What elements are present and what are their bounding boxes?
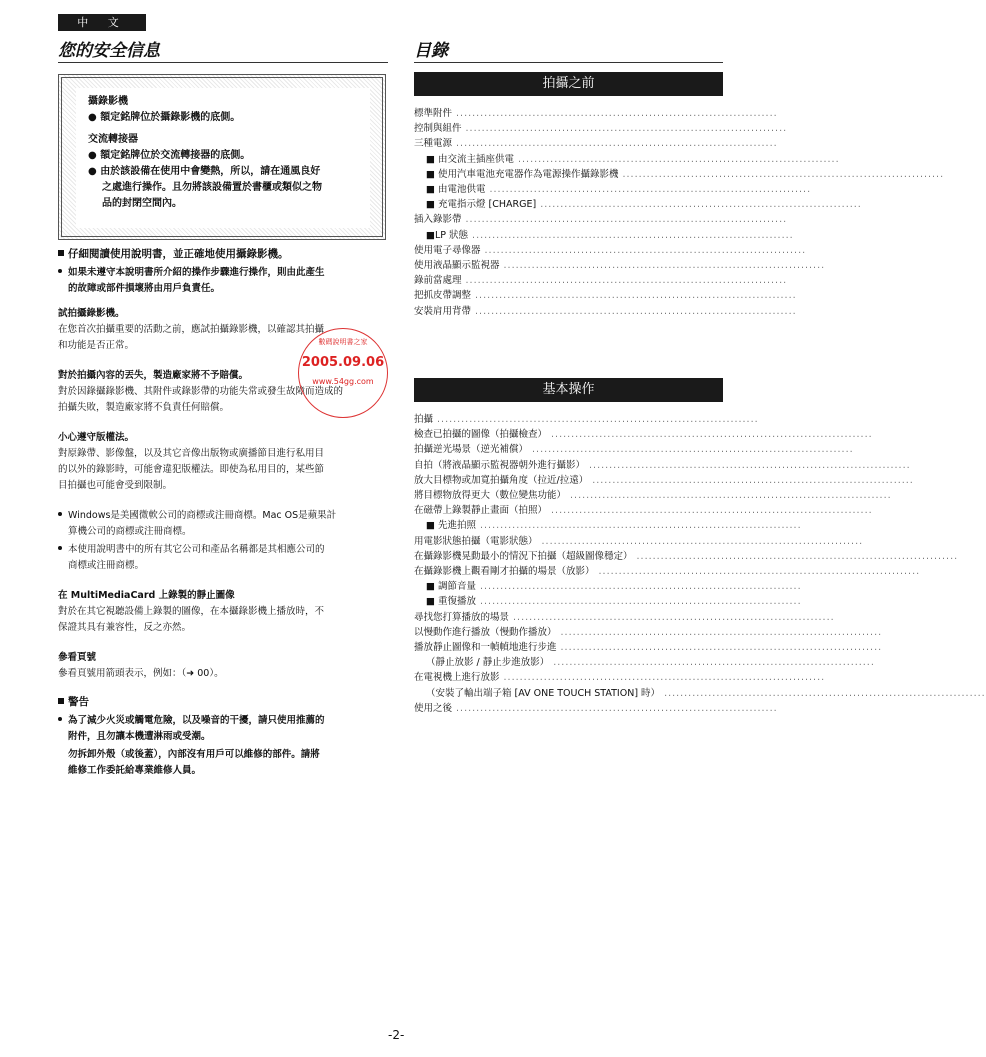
trademark-text-1a: Windows是美國微軟公司的商標或注冊商標。Mac OS是蘋果計	[68, 510, 337, 521]
trial-heading: 試拍攝錄影機。	[58, 308, 125, 319]
square-bullet-icon	[58, 250, 64, 256]
toc-entry-label: 拍攝逆光場景（逆光補償）	[414, 444, 529, 456]
toc-entry-label: 使用電子尋像器	[414, 244, 481, 256]
trademark-line-1a	[58, 508, 336, 524]
toc-entry[interactable]	[414, 579, 802, 595]
toc-entry[interactable]	[414, 488, 892, 504]
copyright-line-3: 目拍攝也可能會受到限制。	[58, 480, 173, 491]
toc-leader-dots: ................................................................................	[471, 290, 797, 302]
toc-entry[interactable]	[414, 518, 802, 534]
archive-stamp	[298, 328, 388, 418]
stamp-date: 2005.09.06	[301, 355, 385, 370]
toc-entry-label: ■ 使用汽車電池充電器作為電源操作攝錄影機	[426, 168, 619, 180]
loss-heading: 對於拍攝內容的丟失，製造廠家將不予賠償。	[58, 370, 249, 381]
toc-leader-dots: ................................................................................	[480, 244, 807, 256]
toc-entry-label: 使用液晶顯示監視器	[414, 260, 500, 271]
toc-entry-label: ■ 重復播放	[426, 596, 476, 608]
toc-entry-label: 把抓皮帶調整	[414, 290, 472, 302]
mmc-line-1: 對於在其它視聽設備上錄製的圖像，在本攝錄影機上播放時，不	[58, 606, 325, 617]
toc-entry[interactable]	[414, 655, 875, 671]
page-title-safety: 您的安全信息	[58, 41, 160, 61]
trial-line-1: 在您首次拍攝重要的活動之前，應試拍攝錄影機，以確認其拍攝	[58, 324, 325, 335]
toc-entry-label: ■ 調節音量	[426, 581, 476, 593]
toc-entry[interactable]	[414, 243, 807, 259]
toc-leader-dots: ................................................................................	[452, 138, 778, 150]
toc-entry-label: 播放靜止圖像和一幀幀地進行步進	[414, 642, 557, 653]
toc-entry-label: ■ 由電池供電	[426, 184, 486, 195]
page-title-contents: 目錄	[414, 41, 448, 61]
toc-leader-dots: ................................................................................	[452, 702, 778, 714]
mmc-line-2: 保證其具有兼容性，反之亦然。	[58, 622, 192, 633]
toc-entry[interactable]	[414, 152, 840, 168]
trial-line-2: 和功能是否正常。	[58, 340, 135, 351]
warning-heading	[58, 694, 89, 710]
caution-box-content	[76, 88, 370, 228]
toc-entry[interactable]	[414, 212, 788, 228]
toc-leader-dots: ................................................................................	[461, 275, 788, 287]
toc-entry-label: 插入錄影帶	[414, 214, 462, 226]
trademark-text-2a: 本使用說明書中的所有其它公司和產品名稱都是其相應公司的	[68, 544, 325, 555]
dot-bullet-icon	[58, 512, 62, 516]
section-bar-before-recording: 拍攝之前	[414, 72, 723, 96]
toc-leader-dots: ................................................................................	[547, 505, 873, 517]
toc-leader-dots: ................................................................................	[471, 305, 797, 317]
toc-entry-label: 自拍（將液晶顯示監視器朝外進行攝影）	[414, 459, 586, 471]
toc-leader-dots: ................................................................................	[476, 596, 802, 608]
toc-entry[interactable]	[414, 273, 788, 289]
toc-leader-dots: ................................................................................	[499, 260, 826, 271]
toc-leader-dots: ................................................................................	[461, 214, 788, 226]
stamp-site: www.54gg.com	[312, 377, 374, 386]
copyright-heading: 小心遵守版權法。	[58, 432, 135, 443]
toc-leader-dots: ................................................................................	[485, 184, 812, 195]
toc-entry[interactable]	[414, 458, 911, 474]
toc-leader-dots: ................................................................................	[461, 123, 788, 135]
language-tab: 中 文	[58, 14, 146, 31]
toc-leader-dots: ................................................................................	[547, 429, 873, 441]
toc-entry[interactable]	[414, 412, 759, 428]
toc-entry-label: 以慢動作進行播放（慢動作播放）	[414, 626, 557, 638]
toc-entry-label: 尋找您打算播放的場景	[414, 611, 510, 623]
toc-entry-label: 檢查已拍攝的圖像（拍攝檢查）	[414, 429, 548, 441]
toc-leader-dots: ................................................................................	[433, 414, 759, 425]
warning-line-4: 維修工作委託給專業維修人員。	[68, 765, 202, 776]
toc-entry[interactable]	[414, 136, 778, 152]
toc-leader-dots: ................................................................................	[452, 108, 778, 119]
toc-leader-dots: ................................................................................	[588, 474, 914, 486]
caution-adapter-label: 交流轉接器	[88, 134, 138, 145]
toc-entry-label: ■LP 狀態	[426, 229, 469, 241]
toc-leader-dots: ................................................................................	[594, 566, 921, 577]
toc-entry[interactable]	[414, 258, 826, 274]
toc-entry[interactable]	[414, 610, 835, 626]
warning-text-1: 為了減少火災或觸電危險，以及噪音的干擾，請只使用推薦的	[68, 715, 325, 726]
toc-entry[interactable]	[414, 427, 873, 443]
toc-leader-dots: ................................................................................	[632, 550, 959, 562]
toc-leader-dots: ................................................................................	[537, 535, 864, 547]
toc-entry[interactable]	[414, 442, 854, 458]
toc-entry[interactable]	[414, 288, 797, 304]
section-bar-basic-operations: 基本操作	[414, 378, 723, 402]
toc-entry[interactable]	[414, 182, 812, 198]
copyright-line-2: 的以外的錄影時，可能會違犯版權法。即使為私用目的，某些節	[58, 464, 325, 475]
toc-entry-label: 安裝肩用背帶	[414, 305, 472, 317]
square-bullet-icon	[58, 698, 64, 704]
toc-leader-dots: ................................................................................	[556, 626, 883, 638]
caution-box	[58, 74, 386, 240]
loss-line-1: 對於因錄攝錄影機、其附件或錄影帶的功能失常或發生故障而造成的	[58, 386, 344, 397]
toc-leader-dots: ................................................................................	[476, 520, 802, 532]
toc-entry[interactable]	[414, 167, 945, 183]
toc-leader-dots: ................................................................................	[618, 168, 945, 180]
toc-entry[interactable]	[414, 228, 794, 244]
stamp-label: 數碼說明書之家	[318, 338, 368, 346]
toc-entry-label: 控制與組件	[414, 123, 462, 135]
toc-leader-dots: ................................................................................	[660, 687, 986, 699]
toc-entry[interactable]	[414, 121, 788, 137]
toc-leader-dots: ................................................................................	[549, 657, 875, 669]
caution-adapter-note: ● 額定銘牌位於交流轉接器的底側。	[88, 150, 251, 161]
dot-bullet-icon	[58, 269, 62, 273]
toc-leader-dots: ................................................................................	[566, 490, 892, 501]
toc-entry-label: ■ 由交流主插座供電	[426, 153, 514, 165]
toc-leader-dots: ................................................................................	[509, 611, 835, 623]
toc-leader-dots: ................................................................................	[499, 672, 826, 684]
toc-entry-label: （安裝了輸出端子箱 [AV ONE TOUCH STATION] 時）	[426, 687, 661, 699]
caution-camcorder-note: ● 額定銘牌位於攝錄影機的底側。	[88, 112, 241, 123]
dot-bullet-icon	[58, 717, 62, 721]
title-divider	[58, 62, 388, 63]
caution-heat-note-1: ● 由於該設備在使用中會變熱，所以，請在通風良好	[88, 166, 321, 177]
trademark-line-1b: 算機公司的商標或注冊商標。	[68, 526, 192, 537]
contents-divider	[414, 62, 723, 63]
toc-entry-label: 在電視機上進行放影	[414, 672, 500, 684]
toc-entry[interactable]	[414, 686, 986, 702]
toc-entry-label: 放大目標物或加寬拍攝角度（拉近/拉遠）	[414, 474, 589, 486]
caution-camcorder-label: 攝錄影機	[88, 96, 128, 107]
dot-bullet-icon	[58, 546, 62, 550]
toc-leader-dots: ................................................................................	[528, 444, 854, 456]
toc-entry[interactable]	[414, 640, 883, 656]
trademark-line-2a	[58, 542, 325, 558]
toc-leader-dots: ................................................................................	[556, 642, 883, 653]
toc-entry-label: 在磁帶上錄製靜止畫面（拍照）	[414, 505, 548, 517]
read-manual-line-1	[58, 265, 325, 281]
toc-entry-label: 標準附件	[414, 108, 453, 119]
toc-leader-dots: ................................................................................	[514, 153, 840, 165]
toc-leader-dots: ................................................................................	[585, 459, 911, 471]
toc-entry[interactable]	[414, 564, 921, 580]
warning-line-3: 勿拆卸外殼（或後蓋），內部沒有用戶可以維修的部件。請將	[68, 749, 320, 760]
read-manual-heading	[58, 246, 289, 262]
toc-entry[interactable]	[414, 304, 797, 320]
caution-heat-note-2: 之處進行操作。且勿將該設備置於書櫃或類似之物	[102, 182, 322, 193]
toc-entry-label: 三種電源	[414, 138, 453, 150]
toc-entry[interactable]	[414, 473, 914, 489]
toc-entry[interactable]	[414, 701, 778, 717]
toc-entry-label: ■ 充電指示燈 [CHARGE]	[426, 199, 537, 211]
toc-entry[interactable]	[414, 549, 959, 565]
toc-entry-label: 拍攝	[414, 414, 434, 425]
toc-entry-label: 將目標物放得更大（數位變焦功能）	[414, 490, 567, 501]
toc-entry[interactable]	[414, 594, 802, 610]
toc-entry-label: 用電影狀態拍攝（電影狀態）	[414, 535, 538, 547]
toc-leader-dots: ................................................................................	[536, 199, 862, 211]
caution-heat-note-3: 品的封閉空間內。	[102, 198, 182, 209]
toc-entry-label: 在攝錄影機上觀看剛才拍攝的場景（放影）	[414, 566, 595, 577]
toc-entry[interactable]	[414, 197, 862, 213]
toc-entry[interactable]	[414, 670, 826, 686]
toc-entry[interactable]	[414, 625, 883, 641]
reference-line: 參看頁號用箭頭表示，例如：（➜ 00）。	[58, 668, 224, 679]
warning-heading-text: 警告	[68, 696, 89, 708]
page-number: -2-	[388, 1028, 405, 1042]
toc-entry-label: 錄前當處理	[414, 275, 462, 287]
toc-entry-label: ■ 先進拍照	[426, 520, 476, 532]
reference-heading: 參看頁號	[58, 652, 97, 663]
loss-line-2: 拍攝失敗，製造廠家將不負責任何賠償。	[58, 402, 230, 413]
toc-entry-label: 使用之後	[414, 702, 453, 714]
read-manual-heading-text: 仔細閱讀使用說明書，並正確地使用攝錄影機。	[68, 248, 289, 260]
trademark-line-2b: 商標或注冊商標。	[68, 560, 145, 571]
warning-line-1	[58, 713, 325, 729]
toc-leader-dots: ................................................................................	[476, 581, 802, 593]
toc-entry[interactable]	[414, 503, 873, 519]
toc-entry[interactable]	[414, 106, 778, 122]
warning-line-2: 附件，且勿讓本機遭淋雨或受潮。	[68, 731, 211, 742]
copyright-line-1: 對原錄帶、影像盤，以及其它音像出版物或廣播節目進行私用目	[58, 448, 325, 459]
read-manual-text-1: 如果未遵守本說明書所介紹的操作步驟進行操作，則由此產生	[68, 267, 325, 278]
read-manual-line-2: 的故障或部件損壞將由用戶負責任。	[68, 283, 221, 294]
toc-entry-label: （靜止放影 / 靜止步進放影）	[426, 657, 550, 669]
toc-entry-label: 在攝錄影機晃動最小的情況下拍攝（超級圖像穩定）	[414, 550, 633, 562]
toc-leader-dots: ................................................................................	[468, 229, 794, 241]
mmc-heading: 在 MultiMediaCard 上錄製的靜止圖像	[58, 590, 235, 601]
toc-entry[interactable]	[414, 534, 864, 550]
